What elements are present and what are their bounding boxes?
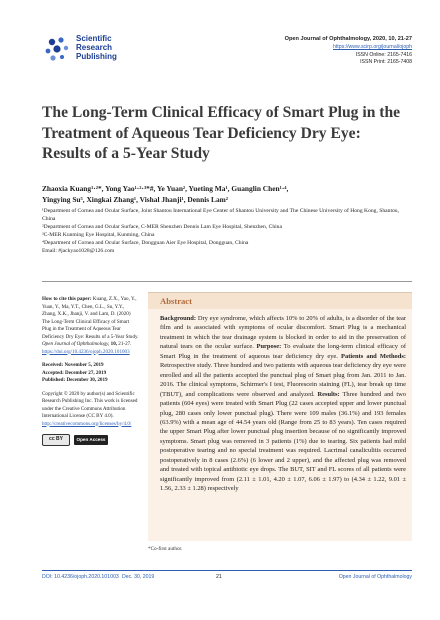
methods-text: Retrospective study. Three hundred and two patients with aqueous tear deficiency dry eye were enrolled and all the patients accepted the punctual plug of Smart plug from Jan. 2011 to Jan. 2016. The clinical symptoms, Schirmer's I test, Fluorescein staining (FL), tear break up time (TBUT), and complications were observed and analyzed.: [160, 362, 406, 398]
journal-info: [285, 36, 412, 67]
abstract-heading: Abstract: [160, 296, 192, 306]
doi-link[interactable]: https://doi.org/10.4236/ojoph.2020.101003: [42, 348, 130, 355]
journal-url-link[interactable]: https://www.scirp.org/journal/ojoph: [332, 43, 412, 50]
publisher-name: [76, 34, 117, 61]
affiliation-4: ⁴Department of Cornea and Ocular Surface, Dongguan Aier Eye Hospital, Dongguan, China: [42, 240, 249, 247]
article-metadata: [42, 296, 139, 446]
license-link[interactable]: http://creativecommons.org/licenses/by/4.0/: [42, 420, 132, 427]
received-date: Received: November 5, 2019: [42, 362, 104, 368]
footer-journal: Open Journal of Ophthalmology: [338, 574, 412, 580]
cite-pages: 21-27.: [118, 341, 132, 347]
results-text: Three hundred and two patients (604 eyes) were treated with Smart Plug (22 cases accepted upper and lower punctual plug, 280 cases only lower punctual plug). There were 109 males (36.1%) and 193 females (63.9%) with a mean age of 44.54 years old (Range from 25 to 83 years). Ten cases required the upper Smart Plug after lower punctual plug insertion because of no significantly improved symptoms. Smart plug was removed in 3 patients (1%) due to tearing. Six patients had mild postoperative tearing and no special treatment was required. Lacrimal canaliculitis occurred postoperatively in 8 cases (2.6%) (6 lower and 2 upper), and the affected plug was removed and treated with topical antibiotic eye drops. The BUT, SIT and FL scores of all patients were significantly improved from (2.11 ± 1.01, 4.20 ± 1.07, 6.06 ± 1.97) to (4.34 ± 1.22, 9.01 ± 1.56, 2.33 ± 1.28) respectively: [160, 390, 407, 493]
issn-print: ISSN Print: 2165-7408: [360, 59, 412, 66]
footer-rule: [42, 570, 412, 571]
purpose-text: To evaluate the long-term clinical efficacy of Smart Plug in the treatment of aqueous tear deficiency dry eye.: [160, 343, 406, 360]
abstract-body: [160, 314, 406, 494]
publisher-line-3: Publishing: [76, 52, 117, 61]
footnote: *Co-first author.: [148, 546, 183, 552]
accepted-date: Accepted: December 27, 2019: [42, 369, 107, 376]
footer-doi[interactable]: DOI: 10.4236/ojoph.2020.101003: [42, 574, 119, 580]
published-date: Published: December 30, 2019: [42, 377, 108, 383]
authors-line-1: Zhaoxia Kuang¹·²*, Yong Yao¹·²·³*#, Ye Yuan², Yueting Ma¹, Guanglin Chen¹·⁴,: [42, 184, 289, 193]
scirp-logo-icon: [42, 34, 72, 64]
purpose-label: Purpose:: [256, 343, 282, 351]
journal-citation: Open Journal of Ophthalmology, 2020, 10, 21-27: [284, 36, 412, 42]
dates-block: [42, 362, 139, 385]
publisher-line-2: Research: [76, 43, 113, 52]
copyright-block: [42, 391, 139, 429]
publisher-logo: [42, 34, 117, 64]
cite-journal: Open Journal of Ophthalmology,: [42, 341, 110, 347]
paper-title: The Long-Term Clinical Efficacy of Smart Plug in the Treatment of Aqueous Tear Deficiency Dry Eye: Results of a 5-Year Study: [42, 104, 401, 162]
publisher-line-1: Scientific: [76, 34, 112, 43]
copyright-text: Copyright © 2020 by author(s) and Scientific Research Publishing Inc. This work is licensed under the Creative Commons Attribution International License (CC BY 4.0).: [42, 390, 138, 419]
open-access-badge: Open Access: [74, 435, 108, 445]
author-list: [42, 183, 412, 205]
citation-block: [42, 296, 139, 356]
license-badges: [42, 434, 139, 446]
cite-volume: 10,: [110, 341, 118, 347]
affiliation-1: ¹Department of Cornea and Ocular Surface, Joint Shantou International Eye Center of Shantou University and The Chinese University of Hong Kong, Shantou, China: [42, 208, 400, 223]
methods-label: Patients and Methods:: [341, 352, 406, 360]
contact-email: Email: #jackyao1028@126.com: [42, 248, 115, 255]
affiliation-2: ²Department of Cornea and Ocular Surface, C-MER Shenzhen Dennis Lam Eye Hospital, Shenzhen, China: [42, 224, 282, 231]
section-divider: [42, 281, 412, 282]
page-number: 21: [216, 574, 222, 580]
footer-date: Dec. 30, 2019: [122, 574, 155, 580]
results-label: Results:: [317, 390, 340, 398]
cite-text: Kuang, Z.X., Yao, Y., Yuan, Y., Ma, Y.T., Chen, G.L., Su, Y.Y., Zhang, X.K., Jhanji, V. and Lam, D. (2020) The Long-Term Clinical Efficacy of Smart Plug in the Treatment of Aqueous Tear Deficiency Dry Eye: Results of a 5-Year Study.: [42, 296, 139, 340]
abstract-box: [148, 292, 412, 541]
cite-label: How to cite this paper:: [42, 296, 92, 302]
background-text: Dry eye syndrome, which affects 10% to 20% of adults, is a disorder of the tear film and is associated with symptoms of ocular discomfort. Smart Plug is a mechanical treatment in which the tear drainage system is blocked in order to aid in the preservation of natural tears on the ocular surface.: [160, 315, 406, 351]
authors-line-2: Yingying Su⁵, Xingkai Zhang¹, Vishal Jhanji¹, Dennis Lam²: [42, 195, 229, 204]
affiliation-3: ³C-MER Kunming Eye Hospital, Kunming, China: [42, 232, 155, 239]
cc-by-icon: cc BY: [42, 434, 70, 446]
background-label: Background:: [160, 315, 197, 322]
issn-online: ISSN Online: 2165-7416: [355, 51, 412, 58]
affiliations: [42, 207, 412, 256]
